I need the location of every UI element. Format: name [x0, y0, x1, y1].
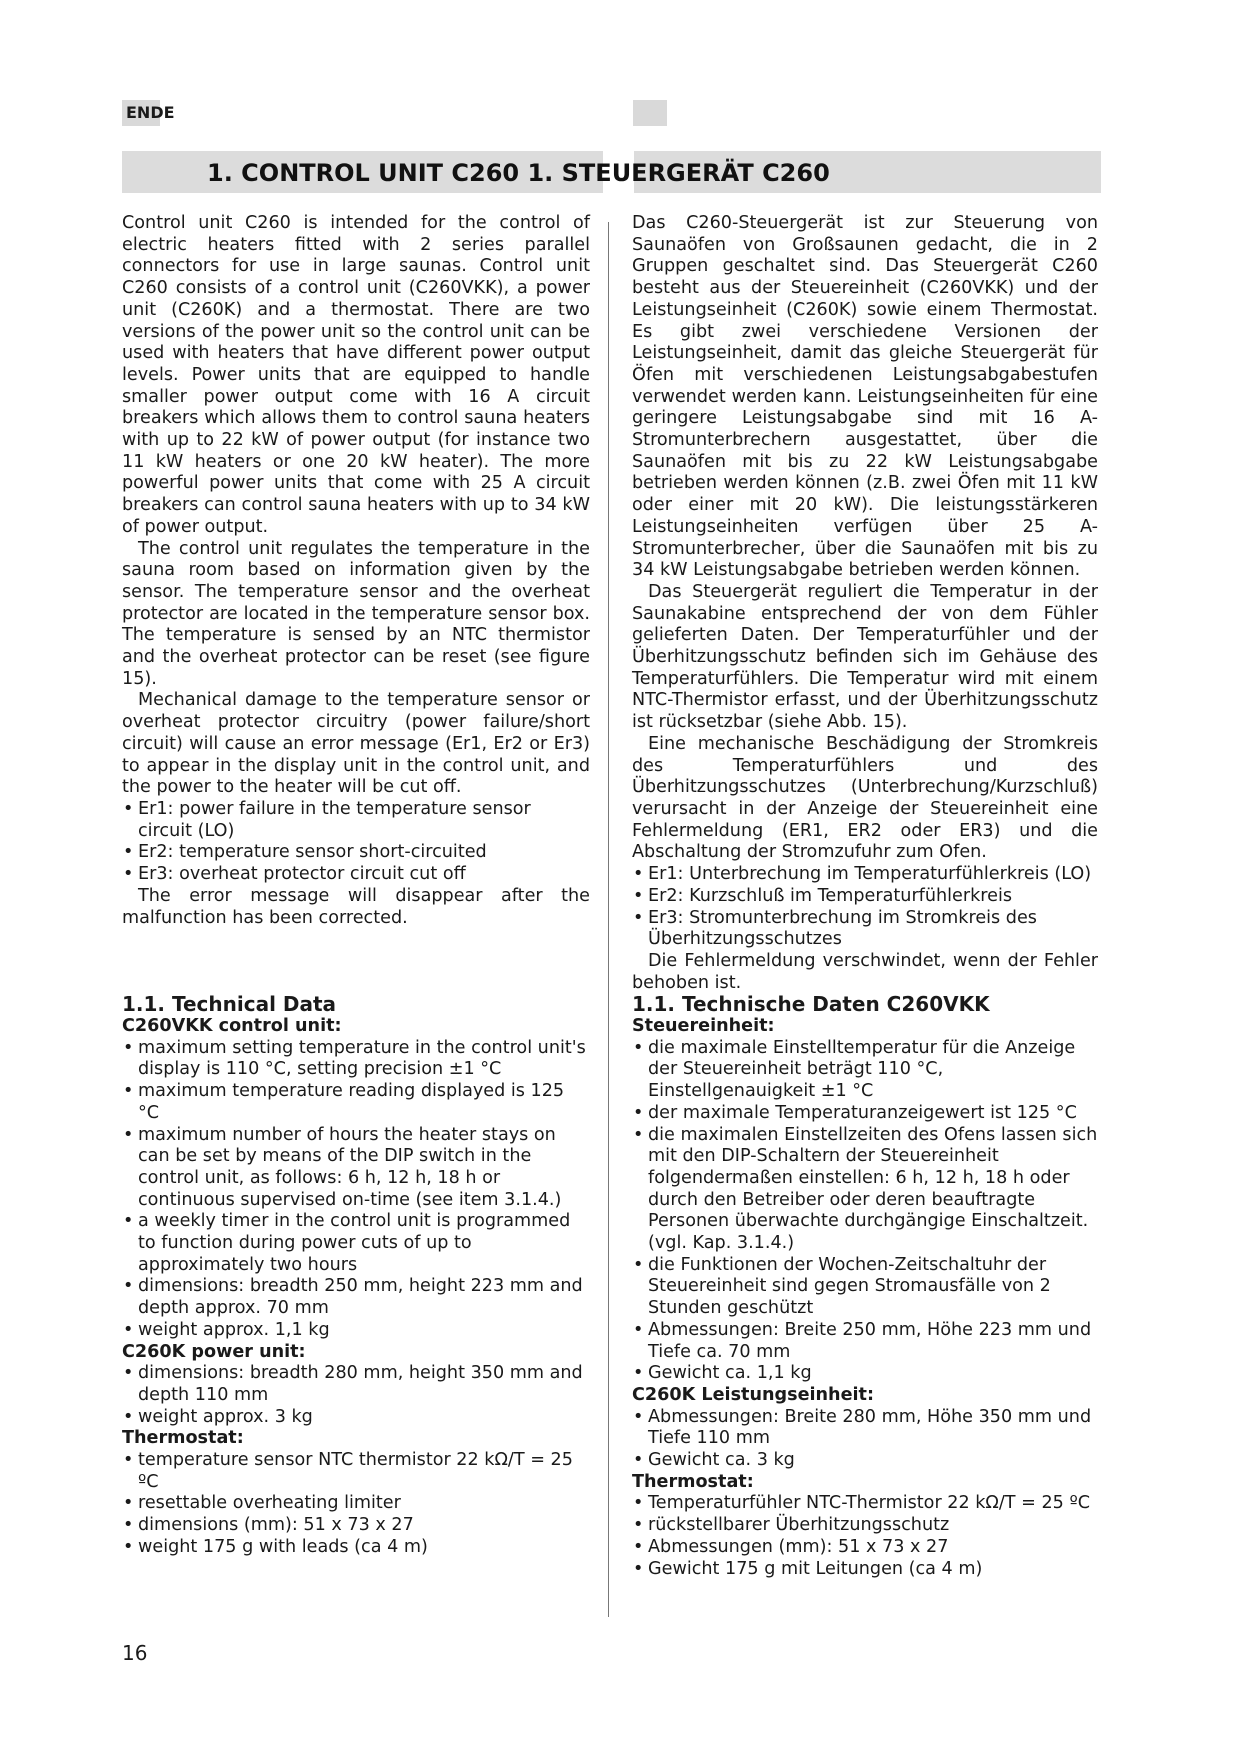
list-item: • maximum number of hours the heater stays on can be set by means of the DIP switch in the control unit, as follows: 6 h, 12 h, 18 h or continuous supervised on-time (see item 3.1.4.)	[122, 1125, 590, 1212]
paragraph: Das Steuergerät reguliert die Temperatur in der Saunakabine entsprechend der von dem Fühler gelieferten Daten. Der Temperaturfühler und der Überhitzungsschutz befinden sich im Gehäuse des Temperaturfühlers. Die Temperatur wird mit einem NTC-Thermistor erfasst, und der Überhitzungsschutz ist rücksetzbar (siehe Abb. 15).	[632, 581, 1098, 733]
list-item: • Er3: overheat protector circuit cut off	[122, 864, 590, 886]
spec-list	[632, 1407, 1098, 1472]
paragraph: Eine mechanische Beschädigung der Stromkreis des Temperaturfühlers und des Überhitzungsschutzes (Unterbrechung/Kurzschluß) verursacht in der Anzeige der Steuereinheit eine Fehlermeldung (ER1, ER2 oder ER3) und die Abschaltung der Stromzufuhr zum Ofen.	[632, 733, 1098, 863]
page-title: 1. CONTROL UNIT C260 1. STEUERGERÄT C260	[207, 159, 830, 187]
list-item: • Er1: power failure in the temperature sensor circuit (LO)	[122, 799, 590, 842]
paragraph: The error message will disappear after the malfunction has been corrected.	[122, 885, 590, 928]
subsection-heading: Steuereinheit:	[632, 1016, 775, 1036]
list-item: • resettable overheating limiter	[122, 1493, 590, 1515]
list-item: • Abmessungen: Breite 280 mm, Höhe 350 mm und Tiefe 110 mm	[632, 1407, 1098, 1450]
page-number: 16	[122, 1641, 148, 1665]
spec-list	[632, 1038, 1098, 1385]
spec-list	[122, 1450, 590, 1559]
paragraph: Das C260-Steuergerät ist zur Steuerung von Saunaöfen von Großsaunen gedacht, die in 2 Gruppen geschaltet sind. Das Steuergerät C260 besteht aus der Steuereinheit (C260VKK) und der Leistungseinheit (C260K) sowie einem Thermostat. Es gibt zwei verschiedene Versionen der Leistungseinheit, damit das gleiche Steuergerät für Öfen mit verschiedenen Leistungsabgabestufen verwendet werden kann. Leistungseinheiten für eine geringere Leistungsabgabe sind mit 16 A-Stromunterbrechern ausgestattet, über die Saunaöfen mit bis zu 22 kW Leistungsabgabe betrieben werden können (z.B. zwei Öfen mit 11 kW oder einer mit 20 kW). Die leistungsstärkeren Leistungseinheiten verfügen über 25 A-Stromunterbrecher, über die Saunaöfen mit bis zu 34 kW Leistungsabgabe betrieben werden können.	[632, 213, 1098, 581]
column-divider	[608, 222, 609, 1617]
error-list	[632, 864, 1098, 951]
subsection-heading: C260K power unit:	[122, 1341, 306, 1362]
spec-list	[122, 1363, 590, 1428]
paragraph: The control unit regulates the temperature in the sauna room based on information given by the sensor. The temperature sensor and the overheat protector are located in the temperature sensor box. The temperature is sensed by an NTC thermistor and the overheat protector can be reset (see figure 15).	[122, 538, 590, 689]
error-list	[122, 799, 590, 886]
list-item: • Gewicht ca. 3 kg	[632, 1450, 1098, 1472]
section-heading: 1.1. Technische Daten C260VKK	[632, 992, 990, 1016]
english-intro	[122, 213, 590, 929]
german-intro	[632, 213, 1098, 994]
list-item: • weight approx. 3 kg	[122, 1407, 590, 1429]
list-item: • die maximale Einstelltemperatur für die Anzeige der Steuereinheit beträgt 110 °C, Einstellgenauigkeit ±1 °C	[632, 1038, 1098, 1103]
list-item: • dimensions: breadth 250 mm, height 223 mm and depth approx. 70 mm	[122, 1276, 590, 1319]
subsection-heading: Thermostat:	[122, 1428, 244, 1449]
list-item: • Er2: Kurzschluß im Temperaturfühlerkreis	[632, 886, 1098, 908]
list-item: • die maximalen Einstellzeiten des Ofens lassen sich mit den DIP-Schaltern der Steuereinheit folgendermaßen einstellen: 6 h, 12 h, 18 h oder durch den Betreiber oder deren beauftragte Personen überwachte durchgängige Einschaltzeit. (vgl. Kap. 3.1.4.)	[632, 1125, 1098, 1255]
language-tag: ENDE	[122, 100, 160, 126]
paragraph: Mechanical damage to the temperature sensor or overheat protector circuitry (power failure/short circuit) will cause an error message (Er1, Er2 or Er3) to appear in the display unit in the control unit, and the power to the heater will be cut off.	[122, 690, 590, 798]
list-item: • Temperaturfühler NTC-Thermistor 22 kΩ/T = 25 ºC	[632, 1493, 1098, 1515]
list-item: • rückstellbarer Überhitzungsschutz	[632, 1515, 1098, 1537]
list-item: • weight approx. 1,1 kg	[122, 1320, 590, 1342]
list-item: • weight 175 g with leads (ca 4 m)	[122, 1537, 590, 1559]
list-item: • Gewicht ca. 1,1 kg	[632, 1363, 1098, 1385]
list-item: • maximum setting temperature in the control unit's display is 110 °C, setting precision ±1 °C	[122, 1038, 590, 1081]
list-item: • Er3: Stromunterbrechung im Stromkreis des Überhitzungsschutzes	[632, 908, 1098, 951]
subsection-heading: Thermostat:	[632, 1471, 754, 1492]
subsection-heading: C260K Leistungseinheit:	[632, 1384, 874, 1405]
list-item: • maximum temperature reading displayed is 125 °C	[122, 1081, 590, 1124]
language-tag-marker	[633, 100, 667, 126]
list-item: • a weekly timer in the control unit is programmed to function during power cuts of up to approximately two hours	[122, 1211, 590, 1276]
list-item: • temperature sensor NTC thermistor 22 kΩ/T = 25 ºC	[122, 1450, 590, 1493]
list-item: • der maximale Temperaturanzeigewert ist 125 °C	[632, 1103, 1098, 1125]
list-item: • Er1: Unterbrechung im Temperaturfühlerkreis (LO)	[632, 864, 1098, 886]
list-item: • Abmessungen: Breite 250 mm, Höhe 223 mm und Tiefe ca. 70 mm	[632, 1320, 1098, 1363]
section-heading: 1.1. Technical Data	[122, 992, 337, 1016]
list-item: • Gewicht 175 g mit Leitungen (ca 4 m)	[632, 1559, 1098, 1581]
subsection-heading: C260VKK control unit:	[122, 1016, 342, 1036]
paragraph: Control unit C260 is intended for the control of electric heaters fitted with 2 series parallel connectors for use in large saunas. Control unit C260 consists of a control unit (C260VKK), a power unit (C260K) and a thermostat. There are two versions of the power unit so the control unit can be used with heaters that have different power output levels. Power units that are equipped to handle smaller power output come with 16 A circuit breakers which allows them to control sauna heaters with up to 22 kW of power output (for instance two 11 kW heaters or one 20 kW heater). The more powerful power units that come with 25 A circuit breakers can control sauna heaters with up to 34 kW of power output.	[122, 213, 590, 537]
paragraph: Die Fehlermeldung verschwindet, wenn der Fehler behoben ist.	[632, 950, 1098, 993]
list-item: • Abmessungen (mm): 51 x 73 x 27	[632, 1537, 1098, 1559]
german-technical-data	[632, 993, 1098, 1580]
spec-list	[122, 1038, 590, 1342]
list-item: • die Funktionen der Wochen-Zeitschaltuhr der Steuereinheit sind gegen Stromausfälle von 2 Stunden geschützt	[632, 1255, 1098, 1320]
spec-list	[632, 1493, 1098, 1580]
list-item: • dimensions: breadth 280 mm, height 350 mm and depth 110 mm	[122, 1363, 590, 1406]
list-item: • Er2: temperature sensor short-circuited	[122, 842, 590, 864]
english-technical-data	[122, 993, 590, 1559]
list-item: • dimensions (mm): 51 x 73 x 27	[122, 1515, 590, 1537]
